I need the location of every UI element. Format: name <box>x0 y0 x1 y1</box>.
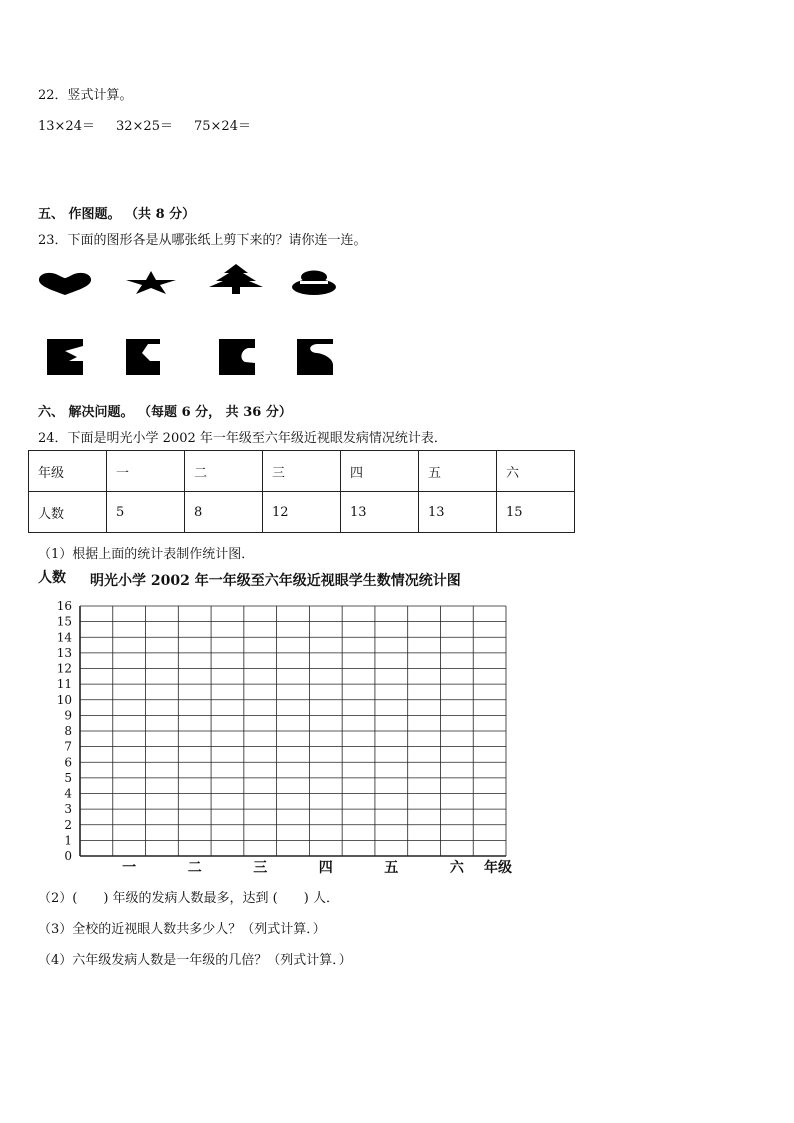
q24-text: 24．下面是明光小学 2002 年一年级至六年级近视眼发病情况统计表． <box>38 431 447 446</box>
y-tick-label: 4 <box>64 786 72 801</box>
x-tick-label: 三 <box>253 860 268 876</box>
table-cell: 五 <box>419 451 497 492</box>
y-tick-label: 14 <box>56 630 72 645</box>
section6-heading: 六、 解决问题。 （每题 6 分， 共 36 分） <box>38 405 292 420</box>
table-header-row <box>29 451 575 492</box>
table-cell: 5 <box>107 492 185 533</box>
table-cell: 年级 <box>29 451 107 492</box>
y-tick-label: 7 <box>64 739 72 754</box>
chart-xticks <box>122 859 465 876</box>
table-cell: 四 <box>341 451 419 492</box>
star-icon <box>125 270 177 294</box>
q24-sub1: （1）根据上面的统计表制作统计图． <box>38 547 255 562</box>
y-tick-label: 0 <box>64 849 72 863</box>
table-cell: 人数 <box>29 492 107 533</box>
x-tick-label: 五 <box>384 860 399 876</box>
y-tick-label: 5 <box>64 770 72 785</box>
x-tick-label: 四 <box>318 860 333 876</box>
section5-heading: 五、 作图题。 （共 8 分） <box>38 207 196 222</box>
table-cell: 12 <box>263 492 341 533</box>
paper-cut-4 <box>297 339 337 375</box>
chart-yticks <box>57 599 73 863</box>
q22-expr-1: 13×24＝ <box>38 119 95 134</box>
y-tick-label: 1 <box>64 833 72 848</box>
table-cell: 15 <box>497 492 575 533</box>
stats-table <box>28 450 575 533</box>
q22-title: 22．竖式计算。 <box>38 88 133 103</box>
table-cell: 二 <box>185 451 263 492</box>
y-tick-label: 9 <box>64 708 72 723</box>
table-row <box>29 492 575 533</box>
heart-icon <box>38 272 92 296</box>
chart-grid <box>80 606 506 856</box>
y-tick-label: 11 <box>56 677 72 692</box>
tree-icon <box>208 264 264 294</box>
q24-sub2: （2）( ) 年级的发病人数最多，达到 ( ) 人． <box>38 891 339 906</box>
x-tick-label: 一 <box>122 860 137 876</box>
y-tick-label: 16 <box>56 599 72 613</box>
table-cell: 三 <box>263 451 341 492</box>
q22-expr-3: 75×24＝ <box>194 119 251 134</box>
y-tick-label: 3 <box>64 802 72 817</box>
table-cell: 8 <box>185 492 263 533</box>
mushroom-icon <box>290 270 338 296</box>
y-tick-label: 8 <box>64 724 72 738</box>
y-tick-label: 6 <box>64 755 72 770</box>
q24-sub3: （3）全校的近视眼人数共多少人？（列式计算．） <box>38 922 326 937</box>
x-tick-label: 二 <box>187 860 202 876</box>
paper-cut-2 <box>126 339 164 375</box>
chart-xlabel: 年级 <box>484 860 512 876</box>
table-cell: 13 <box>341 492 419 533</box>
y-tick-label: 12 <box>56 661 72 676</box>
paper-cut-1 <box>47 339 87 375</box>
q24-sub4: （4）六年级发病人数是一年级的几倍？（列式计算．） <box>38 953 352 968</box>
y-tick-label: 15 <box>56 614 72 629</box>
paper-cut-3 <box>219 339 257 375</box>
chart-title: 明光小学 2002 年一年级至六年级近视眼学生数情况统计图 <box>90 573 461 589</box>
q23-text: 23．下面的图形各是从哪张纸上剪下来的？请你连一连。 <box>38 233 367 248</box>
q22-expr-2: 32×25＝ <box>116 119 173 134</box>
y-tick-label: 2 <box>64 817 72 832</box>
table-cell: 一 <box>107 451 185 492</box>
statistics-chart <box>36 568 526 878</box>
x-tick-label: 六 <box>449 860 464 876</box>
y-tick-label: 10 <box>56 692 72 707</box>
y-tick-label: 13 <box>56 645 72 660</box>
table-cell: 六 <box>497 451 575 492</box>
table-cell: 13 <box>419 492 497 533</box>
chart-ylabel: 人数 <box>38 570 66 586</box>
